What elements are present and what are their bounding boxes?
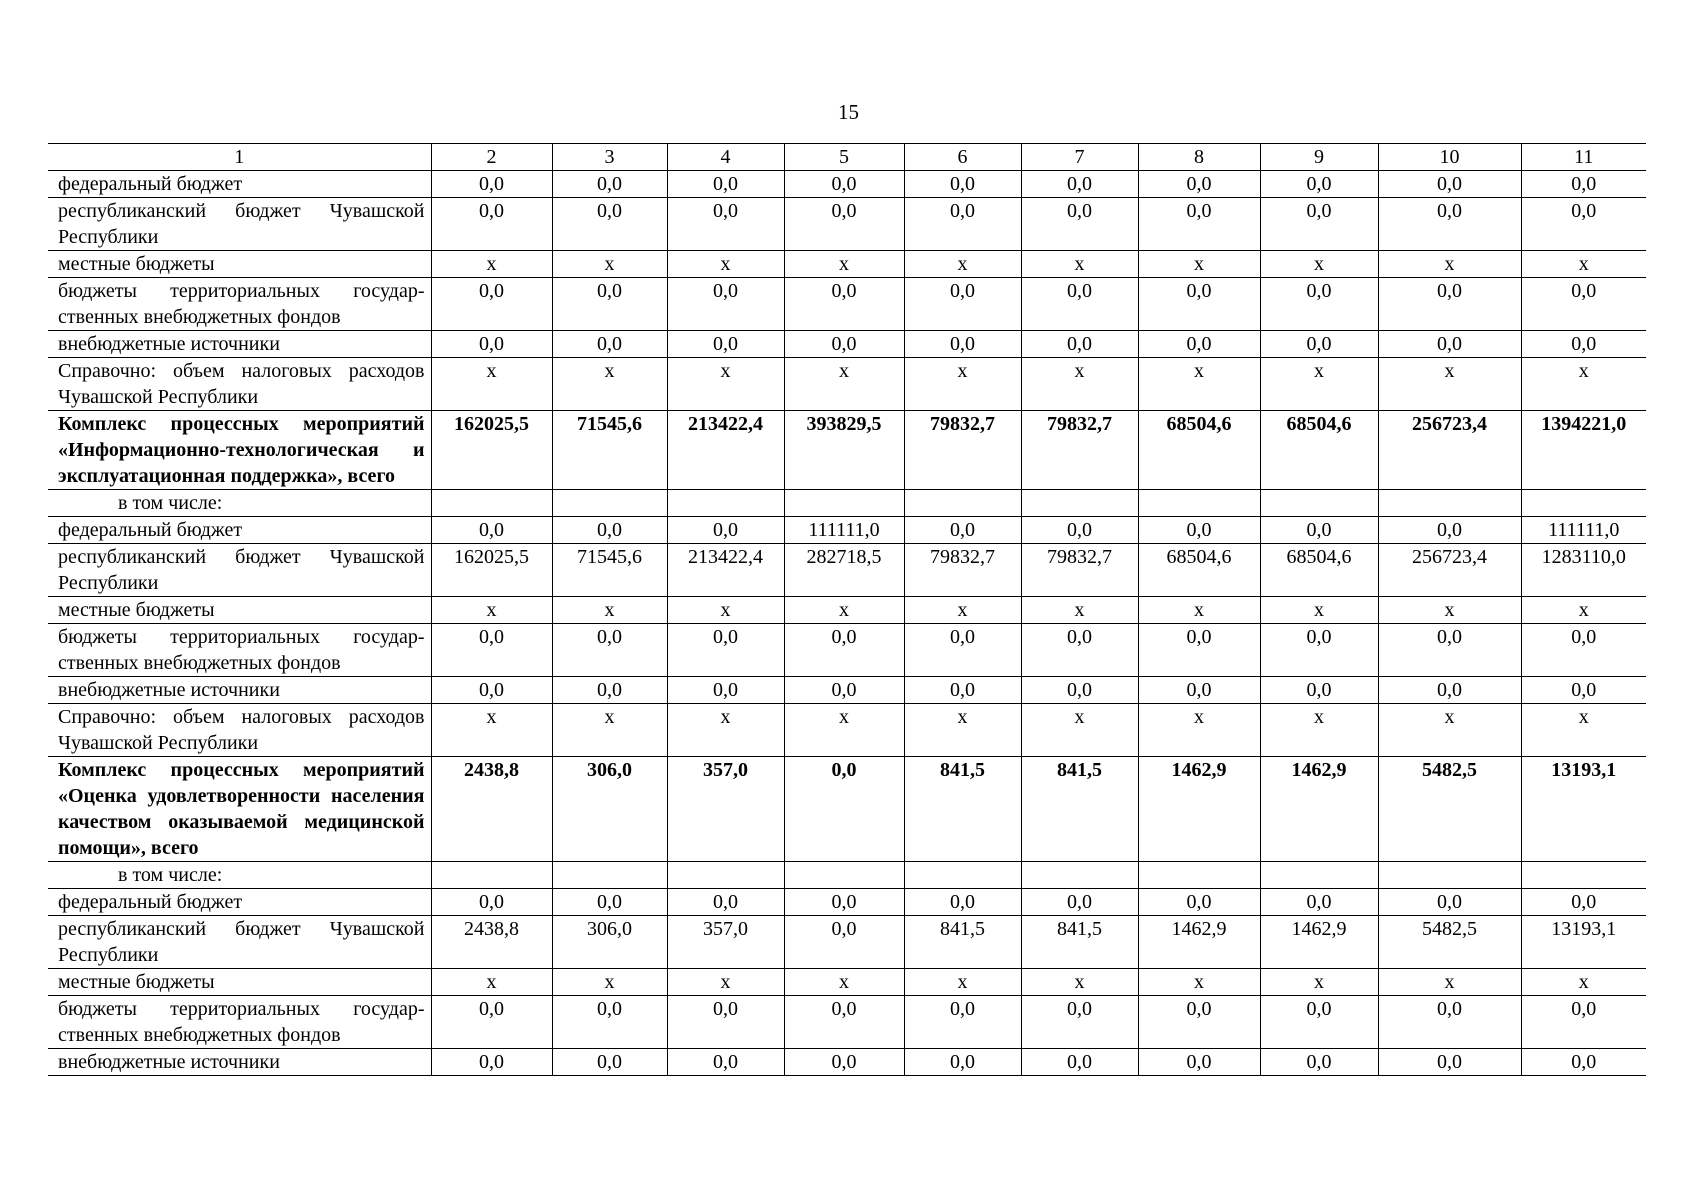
cell-value: 0,0 [1378,278,1521,331]
cell-value: 68504,6 [1138,544,1260,597]
cell-value: 0,0 [1021,889,1138,916]
cell-value: x [552,251,667,278]
cell-value: 0,0 [1138,198,1260,251]
cell-value: 0,0 [552,331,667,358]
cell-value: 0,0 [1378,517,1521,544]
row-label: федеральный бюджет [48,889,431,916]
table-row [48,889,1646,916]
row-label: Справочно: объем налоговых расходов Чувашской Республики [48,358,431,411]
cell-value [1521,862,1646,889]
cell-value: 306,0 [552,757,667,862]
row-label: федеральный бюджет [48,171,431,198]
table-row [48,517,1646,544]
cell-value: 71545,6 [552,411,667,490]
cell-value: 0,0 [1521,278,1646,331]
table-row [48,171,1646,198]
cell-value: 68504,6 [1138,411,1260,490]
cell-value [431,862,552,889]
row-label: Комплекс процессных мероприятий «Оценка удовлетворенности населения качеством оказываемой медицинской помощи», всего [48,757,431,862]
cell-value: 0,0 [904,198,1021,251]
cell-value: x [1260,704,1378,757]
cell-value: x [1260,597,1378,624]
cell-value: 0,0 [784,171,904,198]
cell-value: 0,0 [431,624,552,677]
cell-value: 0,0 [1260,996,1378,1049]
cell-value: 0,0 [667,996,784,1049]
cell-value: 0,0 [1138,331,1260,358]
cell-value: 0,0 [1378,331,1521,358]
cell-value: x [1378,704,1521,757]
cell-value: 2438,8 [431,916,552,969]
cell-value: 0,0 [1138,624,1260,677]
cell-value: 0,0 [552,996,667,1049]
column-header-2: 2 [431,144,552,171]
cell-value: x [667,251,784,278]
cell-value: 0,0 [1021,517,1138,544]
cell-value: 0,0 [1521,171,1646,198]
cell-value: 0,0 [904,171,1021,198]
cell-value: 0,0 [1138,278,1260,331]
row-label: республиканский бюджет Чувашской Республики [48,544,431,597]
cell-value: 0,0 [552,171,667,198]
row-label: бюджеты территориальных государственных внебюджетных фондов [48,624,431,677]
column-header-9: 9 [1260,144,1378,171]
table-row [48,624,1646,677]
cell-value: 1462,9 [1260,916,1378,969]
cell-value: 162025,5 [431,411,552,490]
cell-value: 841,5 [1021,916,1138,969]
cell-value: 0,0 [431,198,552,251]
cell-value [552,862,667,889]
cell-value: 0,0 [784,916,904,969]
cell-value: 0,0 [1138,677,1260,704]
table-row [48,996,1646,1049]
cell-value: 1462,9 [1260,757,1378,862]
cell-value [1378,862,1521,889]
cell-value: 282718,5 [784,544,904,597]
cell-value: 256723,4 [1378,411,1521,490]
cell-value: 0,0 [784,624,904,677]
cell-value: x [1521,597,1646,624]
cell-value: 162025,5 [431,544,552,597]
cell-value: 306,0 [552,916,667,969]
cell-value [904,862,1021,889]
cell-value: 841,5 [904,757,1021,862]
cell-value [1378,490,1521,517]
cell-value: 0,0 [904,889,1021,916]
cell-value: 0,0 [784,1049,904,1076]
cell-value: x [1021,597,1138,624]
cell-value [1138,490,1260,517]
cell-value: 0,0 [784,331,904,358]
column-header-5: 5 [784,144,904,171]
cell-value: 0,0 [667,198,784,251]
cell-value [667,862,784,889]
cell-value: x [667,704,784,757]
cell-value: x [1021,969,1138,996]
cell-value: 0,0 [1378,624,1521,677]
cell-value: 0,0 [1378,889,1521,916]
cell-value: 1394221,0 [1521,411,1646,490]
cell-value: x [1021,358,1138,411]
cell-value: 0,0 [904,624,1021,677]
cell-value: x [667,969,784,996]
row-label: республиканский бюджет Чувашской Республики [48,198,431,251]
cell-value: 79832,7 [1021,411,1138,490]
cell-value: 0,0 [784,889,904,916]
cell-value: 0,0 [552,198,667,251]
cell-value: x [552,358,667,411]
cell-value: 0,0 [667,624,784,677]
cell-value: 111111,0 [1521,517,1646,544]
cell-value: x [431,251,552,278]
cell-value: 68504,6 [1260,411,1378,490]
cell-value: 0,0 [784,996,904,1049]
row-label: в том числе: [48,490,431,517]
cell-value: 1462,9 [1138,916,1260,969]
cell-value: 256723,4 [1378,544,1521,597]
cell-value: x [431,969,552,996]
cell-value: x [1260,969,1378,996]
cell-value: 0,0 [1021,624,1138,677]
row-label: федеральный бюджет [48,517,431,544]
row-label: в том числе: [48,862,431,889]
cell-value [1260,862,1378,889]
cell-value: x [1138,251,1260,278]
cell-value: x [1378,251,1521,278]
page-number: 15 [838,100,859,124]
cell-value: 5482,5 [1378,757,1521,862]
cell-value: 213422,4 [667,411,784,490]
cell-value: 0,0 [667,171,784,198]
table-row [48,544,1646,597]
cell-value: 0,0 [431,996,552,1049]
cell-value [1138,862,1260,889]
cell-value: 0,0 [667,517,784,544]
cell-value: 0,0 [1378,171,1521,198]
table-row [48,704,1646,757]
table-row [48,969,1646,996]
cell-value: 0,0 [1521,198,1646,251]
cell-value: 0,0 [784,278,904,331]
cell-value: x [1021,704,1138,757]
cell-value [667,490,784,517]
cell-value: x [1378,597,1521,624]
cell-value: 0,0 [1260,171,1378,198]
cell-value: x [431,704,552,757]
cell-value: 0,0 [1021,677,1138,704]
cell-value [1521,490,1646,517]
cell-value: 0,0 [1521,996,1646,1049]
cell-value: x [784,597,904,624]
row-label: бюджеты территориальных государственных внебюджетных фондов [48,278,431,331]
cell-value: x [784,358,904,411]
cell-value: 0,0 [1260,331,1378,358]
cell-value: 0,0 [431,278,552,331]
cell-value: 13193,1 [1521,757,1646,862]
cell-value: x [552,597,667,624]
row-label: внебюджетные источники [48,331,431,358]
cell-value: x [784,251,904,278]
cell-value: 1462,9 [1138,757,1260,862]
column-header-1: 1 [48,144,431,171]
cell-value: x [1378,969,1521,996]
cell-value: 0,0 [552,677,667,704]
cell-value [784,862,904,889]
cell-value: 0,0 [904,331,1021,358]
cell-value: 0,0 [784,757,904,862]
cell-value: 0,0 [1021,278,1138,331]
cell-value [784,490,904,517]
cell-value: x [1260,251,1378,278]
cell-value: 0,0 [904,1049,1021,1076]
cell-value [904,490,1021,517]
cell-value: 111111,0 [784,517,904,544]
cell-value [552,490,667,517]
cell-value: 0,0 [784,677,904,704]
table-row [48,916,1646,969]
row-label: Комплекс процессных мероприятий «Информационно-технологическая и эксплуатационная поддержка», всего [48,411,431,490]
cell-value: 0,0 [431,1049,552,1076]
cell-value [1021,490,1138,517]
cell-value: x [784,704,904,757]
cell-value: x [1138,704,1260,757]
cell-value: 0,0 [904,996,1021,1049]
cell-value: x [1521,251,1646,278]
cell-value: 71545,6 [552,544,667,597]
cell-value: 0,0 [1378,677,1521,704]
cell-value: 0,0 [1521,889,1646,916]
row-label: местные бюджеты [48,597,431,624]
column-header-10: 10 [1378,144,1521,171]
cell-value: 0,0 [1138,1049,1260,1076]
cell-value: 0,0 [667,331,784,358]
cell-value: 0,0 [1378,198,1521,251]
cell-value: 0,0 [784,198,904,251]
cell-value: x [1138,597,1260,624]
cell-value: x [904,251,1021,278]
cell-value: x [667,358,784,411]
cell-value: 79832,7 [1021,544,1138,597]
table-row [48,677,1646,704]
row-label: бюджеты территориальных государственных внебюджетных фондов [48,996,431,1049]
cell-value: 0,0 [1521,677,1646,704]
cell-value: x [1260,358,1378,411]
cell-value: 357,0 [667,757,784,862]
cell-value: x [1521,358,1646,411]
cell-value: 0,0 [1021,171,1138,198]
cell-value: 841,5 [904,916,1021,969]
row-label: местные бюджеты [48,251,431,278]
column-header-4: 4 [667,144,784,171]
cell-value: x [552,704,667,757]
cell-value [1260,490,1378,517]
cell-value: 357,0 [667,916,784,969]
cell-value: 0,0 [904,677,1021,704]
cell-value: 393829,5 [784,411,904,490]
table-row [48,862,1646,889]
column-header-11: 11 [1521,144,1646,171]
cell-value: 68504,6 [1260,544,1378,597]
budget-table [48,143,1646,1076]
cell-value: x [1021,251,1138,278]
cell-value: 0,0 [552,889,667,916]
cell-value: x [431,597,552,624]
cell-value: 0,0 [1021,198,1138,251]
row-label: местные бюджеты [48,969,431,996]
table-row [48,490,1646,517]
table-row [48,358,1646,411]
cell-value: 0,0 [431,331,552,358]
cell-value: x [667,597,784,624]
cell-value: 0,0 [552,278,667,331]
cell-value: 0,0 [552,517,667,544]
cell-value: 0,0 [431,889,552,916]
cell-value: 0,0 [1138,996,1260,1049]
table-row [48,757,1646,862]
cell-value: 0,0 [1138,889,1260,916]
table-row [48,278,1646,331]
table-row [48,198,1646,251]
cell-value: 2438,8 [431,757,552,862]
cell-value: 0,0 [1021,1049,1138,1076]
cell-value: x [1378,358,1521,411]
cell-value: 79832,7 [904,544,1021,597]
cell-value: 0,0 [1378,1049,1521,1076]
cell-value: x [904,358,1021,411]
row-label: внебюджетные источники [48,677,431,704]
cell-value: x [552,969,667,996]
cell-value: 0,0 [552,624,667,677]
cell-value: 0,0 [1138,171,1260,198]
cell-value: 0,0 [431,171,552,198]
cell-value: 0,0 [1260,1049,1378,1076]
cell-value: 0,0 [1521,624,1646,677]
cell-value: 5482,5 [1378,916,1521,969]
cell-value: x [904,597,1021,624]
cell-value [1021,862,1138,889]
cell-value: 0,0 [1260,889,1378,916]
column-header-8: 8 [1138,144,1260,171]
row-label: внебюджетные источники [48,1049,431,1076]
cell-value: 0,0 [904,278,1021,331]
cell-value: 0,0 [1521,1049,1646,1076]
cell-value [431,490,552,517]
cell-value: 1283110,0 [1521,544,1646,597]
table-row [48,411,1646,490]
row-label: республиканский бюджет Чувашской Республики [48,916,431,969]
cell-value: 0,0 [1378,996,1521,1049]
header-row [48,144,1646,171]
column-header-6: 6 [904,144,1021,171]
cell-value: 0,0 [1521,331,1646,358]
cell-value: 0,0 [431,677,552,704]
cell-value: 0,0 [667,677,784,704]
cell-value: x [784,969,904,996]
cell-value: 13193,1 [1521,916,1646,969]
cell-value: 0,0 [1138,517,1260,544]
table-row [48,331,1646,358]
table-row [48,1049,1646,1076]
cell-value: x [1138,969,1260,996]
cell-value: 213422,4 [667,544,784,597]
cell-value: 0,0 [667,278,784,331]
table-row [48,251,1646,278]
cell-value: x [431,358,552,411]
cell-value: x [1138,358,1260,411]
cell-value: 0,0 [667,1049,784,1076]
cell-value: 0,0 [1260,278,1378,331]
cell-value: x [1521,704,1646,757]
column-header-3: 3 [552,144,667,171]
cell-value: 0,0 [1021,331,1138,358]
column-header-7: 7 [1021,144,1138,171]
row-label: Справочно: объем налоговых расходов Чувашской Республики [48,704,431,757]
cell-value: 0,0 [1260,198,1378,251]
cell-value: 0,0 [904,517,1021,544]
cell-value: x [1521,969,1646,996]
cell-value: 0,0 [1021,996,1138,1049]
cell-value: 0,0 [552,1049,667,1076]
table-body [48,144,1646,1076]
cell-value: x [904,969,1021,996]
cell-value: 0,0 [667,889,784,916]
cell-value: 0,0 [1260,624,1378,677]
cell-value: 841,5 [1021,757,1138,862]
cell-value: 79832,7 [904,411,1021,490]
cell-value: 0,0 [1260,677,1378,704]
table-row [48,597,1646,624]
cell-value: 0,0 [1260,517,1378,544]
cell-value: x [904,704,1021,757]
cell-value: 0,0 [431,517,552,544]
